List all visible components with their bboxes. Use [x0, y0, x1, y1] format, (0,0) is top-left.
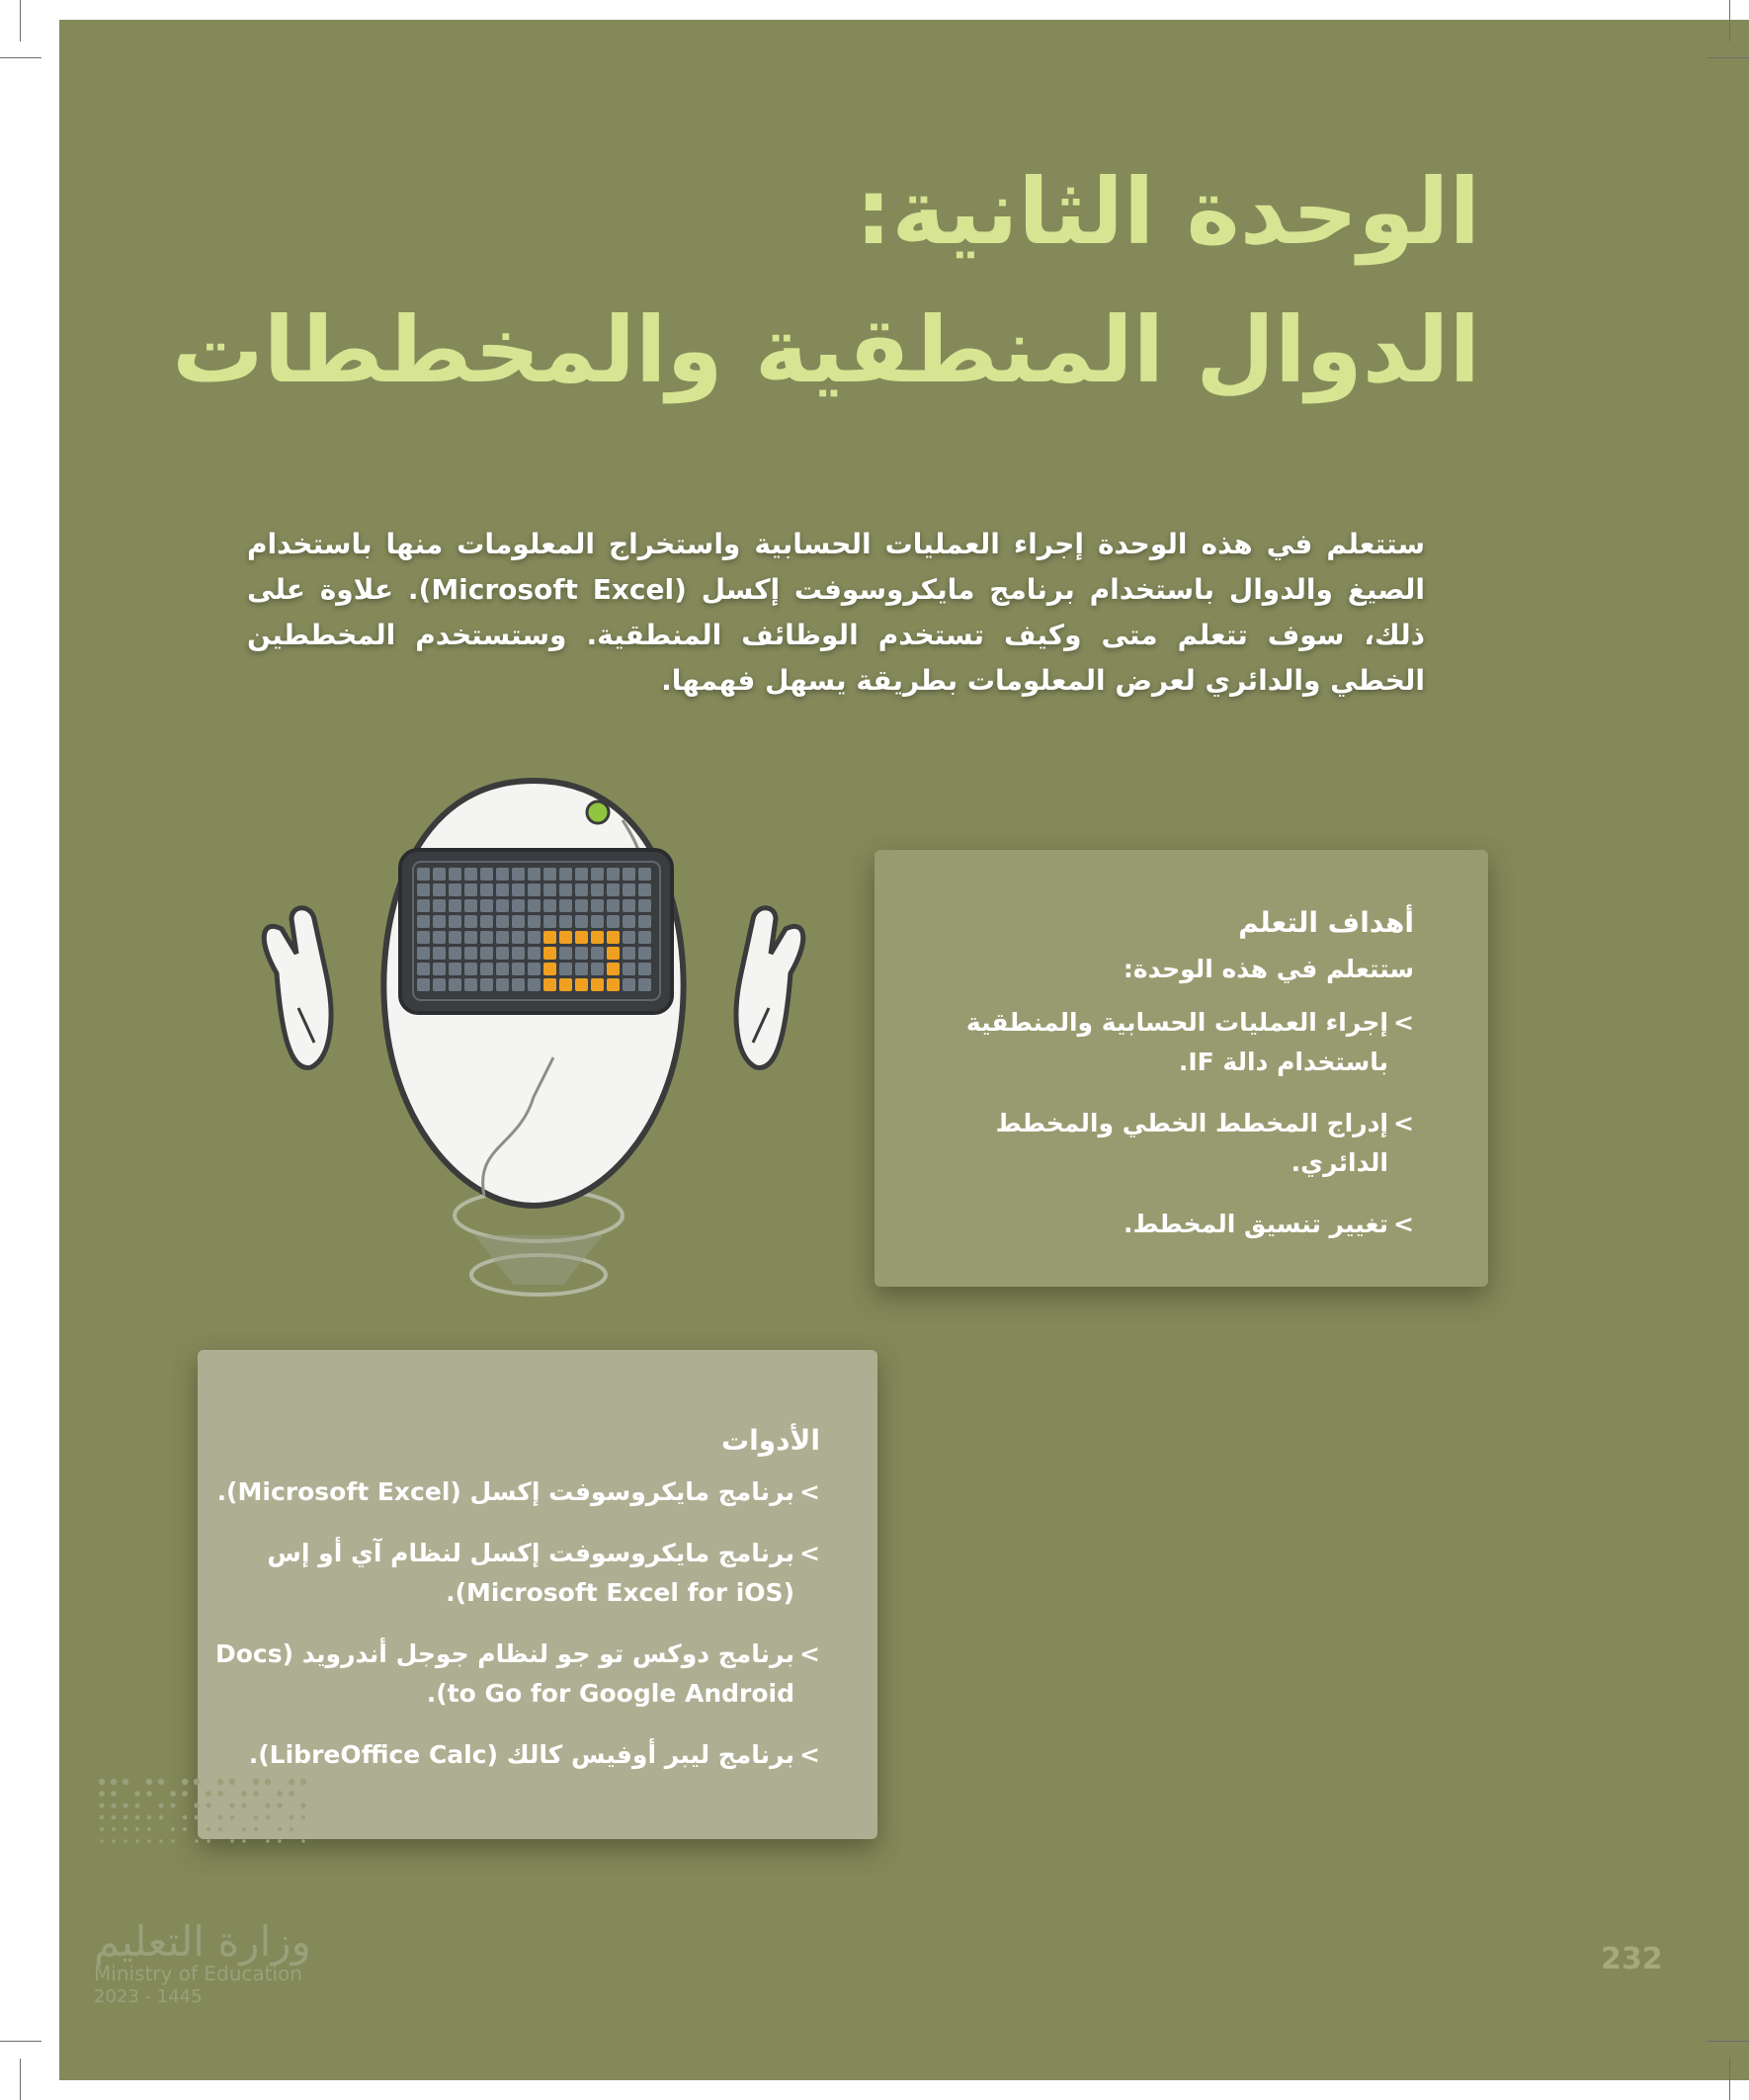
chevron-icon: > [1393, 1008, 1414, 1037]
chevron-icon: > [799, 1477, 820, 1506]
list-item-text: إجراء العمليات الحسابية والمنطقية باستخدام دالة IF. [965, 1008, 1388, 1076]
list-item-text: إدراج المخطط الخطي والمخطط الدائري. [995, 1109, 1388, 1177]
tools-title: الأدوات [721, 1424, 820, 1457]
ministry-name-english: Ministry of Education [94, 1962, 302, 1985]
crop-mark [0, 2041, 42, 2042]
crop-mark [20, 0, 21, 42]
robot-right-hand-icon [736, 908, 803, 1068]
learning-goals-box [874, 850, 1488, 1287]
chevron-icon: > [1393, 1210, 1414, 1238]
list-item [920, 1104, 1414, 1183]
ministry-year: 2023 - 1445 [94, 1986, 203, 2007]
crop-mark [1707, 57, 1749, 58]
unit-title-line2: الدوال المنطقية والمخططات [172, 297, 1480, 403]
page-number: 232 [1601, 1942, 1663, 1976]
crop-mark [1729, 2058, 1730, 2100]
crop-mark [20, 2058, 21, 2100]
list-item [208, 1735, 820, 1775]
ministry-name-arabic: وزارة التعليم [94, 1917, 311, 1966]
unit-title [172, 143, 1480, 420]
ministry-logo-icon [94, 1774, 316, 1892]
crop-mark [0, 57, 42, 58]
chevron-icon: > [799, 1740, 820, 1769]
robot-illustration [237, 771, 850, 1324]
list-item [920, 1205, 1414, 1244]
list-item-text: برنامج مايكروسوفت إكسل (Microsoft Excel). [216, 1477, 794, 1506]
chevron-icon: > [799, 1539, 820, 1567]
list-item-text: برنامج ليبر أوفيس كالك (LibreOffice Calc). [248, 1740, 794, 1769]
list-item-text: تغيير تنسيق المخطط. [1124, 1210, 1388, 1238]
chevron-icon: > [799, 1639, 820, 1668]
intro-paragraph: ستتعلم في هذه الوحدة إجراء العمليات الحسابية واستخراج المعلومات منها باستخدام الصيغ والدوال باستخدام برنامج مايكروسوفت إكسل (Microsoft Excel). علاوة على ذلك، سوف تتعلم متى وكيف تستخدم الوظائف المنطقية. وستستخدم المخططين الخطي والدائري لعرض المعلومات بطريقة يسهل فهمها. [247, 528, 1425, 697]
chevron-icon: > [1393, 1109, 1414, 1137]
learning-goals-title: أهداف التعلم [1238, 906, 1414, 939]
robot-eye-icon [587, 801, 609, 823]
list-item [208, 1534, 820, 1613]
crop-mark [1729, 0, 1730, 42]
list-item [920, 1003, 1414, 1082]
tools-box [198, 1350, 877, 1839]
robot-left-hand-icon [264, 908, 331, 1068]
list-item [208, 1472, 820, 1512]
list-item-text: برنامج مايكروسوفت إكسل لنظام آي أو إس (Microsoft Excel for iOS). [267, 1539, 794, 1607]
crop-mark [1707, 2041, 1749, 2042]
list-item-text: برنامج دوكس تو جو لنظام جوجل أندرويد (Docs to Go for Google Android). [214, 1639, 794, 1708]
list-item [208, 1635, 820, 1714]
unit-title-line1: الوحدة الثانية: [855, 159, 1480, 265]
learning-goals-subtitle: ستتعلم في هذه الوحدة: [1123, 955, 1414, 983]
